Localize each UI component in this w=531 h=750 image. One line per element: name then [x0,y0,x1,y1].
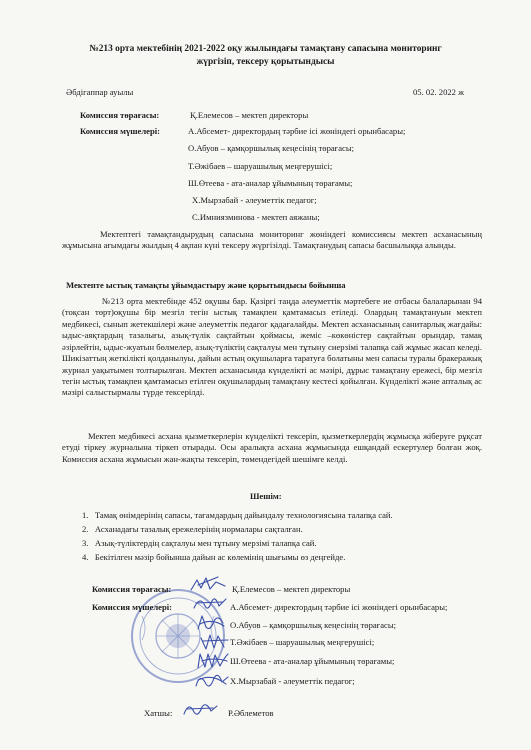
decision-item: 3. Азық-түліктердің сақталуы мен тұтыну мерзімі талапқа сай. [82,538,317,548]
section-heading: Мектепте ыстық тамақты ұйымдастыру және қорытындысы бойынша [66,280,346,290]
decision-item: 1. Тамақ өнімдерінің сапасы, тағамдардың дайындалу технологиясына талапқа сай. [82,510,393,520]
bottom-member-3: Т.Әжібаев – шаруашылық меңгерушісі; [230,637,375,647]
date: 05. 02. 2022 ж [413,87,465,97]
bottom-members-label: Комиссия мүшелері: [92,602,173,612]
bottom-member-4: Ш.Өтеева - ата-аналар ұйымының төрағамы; [230,656,395,666]
body-paragraph-1: №213 орта мектебінде 452 оқушы бар. Қазіргі таңда әлеуметтік мәртебеге ие отбасы балаларынан 94 (тоқсан төрт)оқушы бір мезгіл тегін ыстық тамақпен қамтамасыз етіледі. Олардың тамақтануын мектеп медбикесі, сынып жетекшілері және әлеуметтік педагог қадағалайды. Мектеп асханасының санитарлық жағдайы: ыдыс-аяқтардың тазалығы, азық-түлік сақтайтын қоймасы, жеміс –көкөністер сақтайтын орындар, тамақ әзірлейтін, ыдыс-жуатын бөлмелер, азық-түліктің сақталуы мен тұтыну сиерзімі талапқа сай жұмыс жасап келеді. Шикізаттың жеткілікті қолданылуы, дайын астың оқушыларға таратуға болатыны мен сапасы туралы бракеражық журнал уақытымен толтырылған. Мектеп асханасында күнделікті ас мәзірі, дұрыс тамақтану ережесі, бір мезгіл тегін ыстық тамақпен қамтамасыз етілген оқушылардың тамақтану кестесі қойылған. Күнделікті және апталық ас мәзірі салыстырмалы түрде тексерілді. [62,296,482,398]
secretary-label: Хатшы: [144,708,173,718]
signature-member-5 [192,668,232,694]
bottom-member-1: А.Абсемет- директордың тәрбие ісі жөніндегі орынбасары; [230,602,448,612]
member-3: Т.Әжібаев – шаруашылық меңгерушісі; [188,161,333,171]
document-title [40,43,491,69]
title-line-1: №213 орта мектебінің 2021-2022 оқу жылындағы тамақтану сапасына мониторинг [89,44,442,54]
bottom-chair-label: Комиссия төрағасы: [92,584,172,594]
intro-paragraph: Мектептегі тамақтандырудың сапасына мониторинг жөніндегі комиссиясы мектеп асханасының жұмысына ағымдағы жылдың 4 ақпан күні тексеру жүргізілді. Тамақтанудың сапасы басшылыққа алынды. [62,229,482,251]
place: Әбдігаппар ауылы [66,87,134,97]
secretary-name: Р.Әблеметов [228,708,274,718]
body-paragraph-2: Мектеп медбикесі асхана қызметкерлерін күнделікті тексеріп, қызметкерлердің жұмысқа жіберуге рұқсат етуді тіркеу журналына тіркеп отырады. Осы аралықта асхана жұмысында ешқандай ескертулер болған жоқ. Комиссия асхана жұмысын жан-жақты тексеріп, төмендегідей шешімге келді. [62,431,482,464]
member-6: С.Имниязминова - мектеп аяжаны; [192,212,320,222]
member-1: А.Абсемет- директордың тәрбие ісі жөніндегі орынбасары; [188,126,406,136]
decision-item: 4. Бекітілген мәзір бойынша дайын ас көлемінің шығымы өз деңгейде. [82,552,346,562]
decision-item: 2. Асханадағы тазалық ережелерінің нормалары сақталған. [82,524,303,534]
chair-name: Қ.Елемесов – мектеп директоры [190,110,309,120]
bottom-chair-name: Қ.Елемесов – мектеп директоры [232,584,351,594]
signature-secretary [180,698,220,720]
member-4: Ш.Өтеева - ата-аналар ұйымының төрағамы; [188,178,353,188]
bottom-member-5: Х.Мырзабай - әлеуметтік педагог; [230,676,355,686]
member-2: О.Абуов – қамқоршылық кеңесінің төрағасы; [188,143,354,153]
bottom-member-2: О.Абуов – қамқоршылық кеңесінің төрағасы; [230,620,396,630]
member-5: Х.Мырзабай - әлеуметтік педагог; [192,195,317,205]
title-line-2: жүргізіп, тексеру қорытындысы [196,57,335,68]
chair-label: Комиссия төрағасы: [80,110,160,120]
decision-heading: Шешім: [250,491,282,501]
members-label: Комиссия мүшелері: [80,126,161,136]
